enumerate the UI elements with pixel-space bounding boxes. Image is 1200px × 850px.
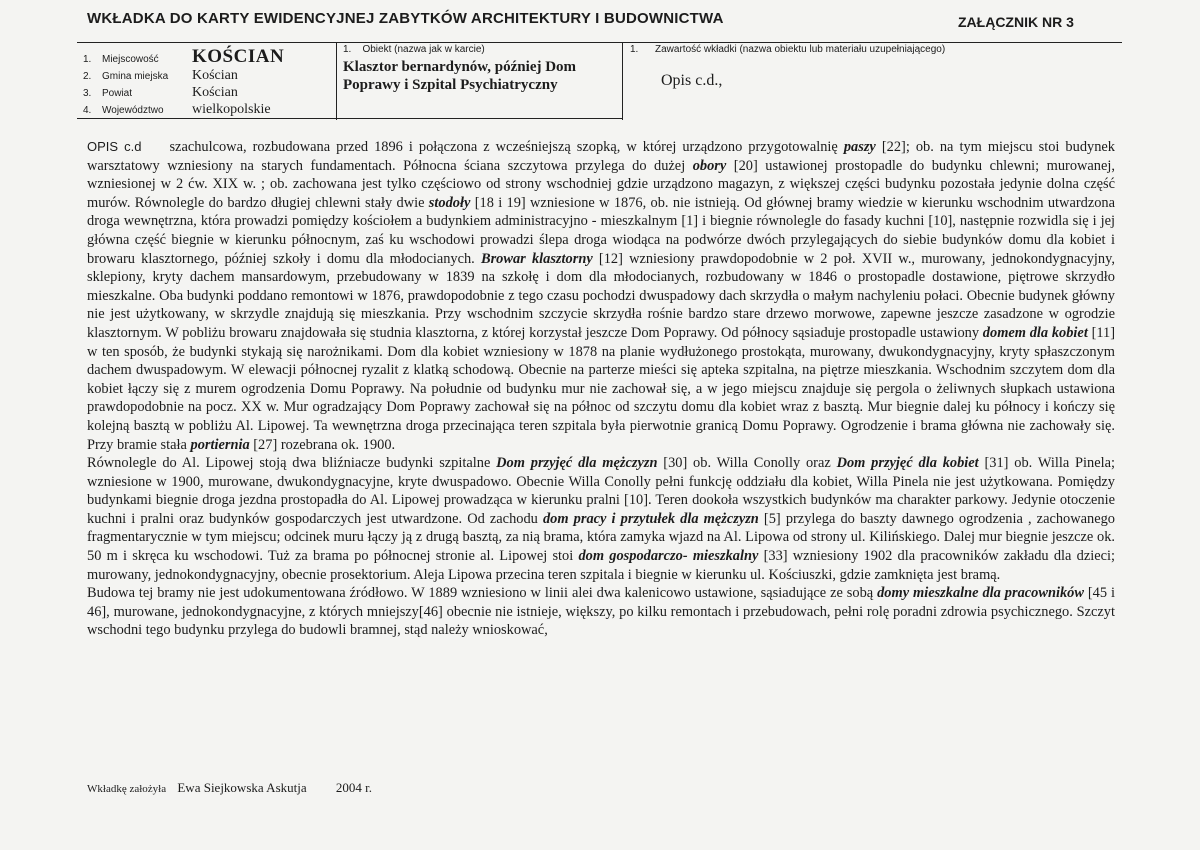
text-run: [12] wzniesiony prawdopodobnie w 2 poł. XVII w., murowany, jednokondygnacyjny, sklepiony, kryty dachem mansardowym, przebudowany w 1839 na szkołę i dom dla młodocianych, rozbudowany w 1846 o prostopadle dostawione, piętrowe skrzydło mieszkalne. Oba budynki poddano remontowi w 1876, prawdopodobnie z tego czasu pochodzi dwuspadowy dach skrzydła o małym nachyleniu połaci. Obecnie budynek główny nie jest użytkowany, w skrzydle znajdują się mieszkania. Przy wschodnim szczycie skrzydła rośnie bardzo stare drzewo morwowe, zapewne jeszcze zasadzone w ogrodzie klasztornym. W pobliżu browaru znajdowała się studnia klasztorna, z której korzystał jeszcze Dom Poprawy. Od północy sąsiaduje prostopadle ustawiony (87, 250, 1115, 341)
table-divider-2 (622, 42, 623, 120)
text-run: [33] wzniesiony 1902 dla pracowników zakładu dla dzieci; murowany, jednokondygnacyjny, obecnie prosektorium. Aleja Lipowa przecina teren szpitala i biegnie w kierunku ul. Kościuszki, gdzie zamknięta jest bramą. (87, 548, 1115, 583)
footer-signature (87, 780, 372, 796)
text-run: [27] rozebrana ok. 1900. (249, 436, 396, 453)
location-row (83, 68, 238, 84)
emphasized-term: Dom przyjęć dla mężczyzn (496, 455, 658, 472)
location-row (83, 46, 284, 68)
metadata-table (77, 42, 1122, 120)
row-number: 2. (83, 71, 92, 82)
emphasized-term: dom gospodarczo- mieszkalny (578, 548, 759, 565)
paragraph-3-text (87, 585, 1115, 638)
text-run: [31] ob. Willa Pinela; wzniesione w 1900, murowane, dwukondygnacyjne, kryte dwuspadowo. Obecnie Willa Conolly pełni funkcję oddziału dla kobiet, Willa Pinela nie jest użytkowana. Pomiędzy budynkami biegnie droga jezdna prostopadła do Al. Lipowej prowadząca w kierunku pralni [10]. Teren dookoła wszystkich budynków ma charakter parkowy. Jedynie otoczenie kuchni i pralni oraz budynków gospodarczych jest utwardzone. Od zachodu (87, 455, 1115, 527)
text-run: [5] przylega do baszty dawnego ogrodzenia , zachowanego fragmentarycznie w tym miejscu; odcinek muru łączy ją z drugą basztą, za nią brama, która zamyka wjazd na Al. Lipowa od strony ul. Kilińskiego. Dalej mur biegnie jeszcze ok. 50 m i skręca ku wschodowi. Tuż za brama po północnej stronie al. Lipowej stoi (87, 510, 1115, 565)
year: 2004 r. (335, 780, 372, 795)
row-label: Województwo (102, 105, 164, 116)
text-run: [11] w ten sposób, że budynki stykają się narożnikami. Dom dla kobiet wzniesiony w 1878 na planie wydłużonego prostokąta, murowany, dwukondygnacyjny, kryty spłaszczonym dachem dwuspadowym. W elewacji północnej ryzalit z klatką schodową. Obecnie na parterze mieści się apteka szpitalna, na piętrze mieszkania. Wschodnim szczytem dom dla kobiet łączy się z murem ogrodzenia Domu Poprawy. Na południe od budynku mur nie zachował się, a w jego miejscu znajduje się pergola o żeliwnych słupkach ustawiona prawdopodobnie na pocz. XX w. Mur ogradzający Dom Poprawy zachował się na północ od szczytu domu dla kobiet wraz z basztą. Mur biegnie dalej ku północy i kończy się kolejną basztą w pobliżu Al. Lipowej. Ta wewnętrzna droga przecinająca teren szpitala była pierwotnie granicą Domu Poprawy. Ogrodzenie i brama główna nie zachowały się. Przy bramie stała (87, 324, 1116, 453)
text-run: [20] ustawionej prostopadle do budynku chlewni; murowanej, wzniesionej w 2 ćw. XIX w. ; ob. zachowana jest tylko częściowo od strony wschodniej gdzie urządzono magazyn, z większej części budynku pozostała jedynie dolna część murów. Równolegle do bardzo długiej chlewni stały dwie (87, 157, 1115, 211)
emphasized-term: domy mieszkalne dla pracowników (877, 585, 1084, 602)
description-body (87, 138, 1115, 640)
contents-value: Opis c.d., (661, 72, 723, 89)
paragraph-1 (87, 138, 1115, 454)
paragraph-1-text (87, 139, 1115, 453)
row-label: Powiat (102, 88, 133, 99)
row-number: 1. (83, 54, 92, 65)
paragraph-2-text (87, 455, 1115, 583)
county-value: Kościan (192, 85, 238, 100)
author-name: Ewa Siejkowska Askutja (177, 780, 307, 795)
text-run: Budowa tej bramy nie jest udokumentowana źródłowo. W 1889 wzniesiono w linii alei dwa kalenicowo ustawione, sąsiadujące ze sobą (87, 585, 878, 602)
section-lead: OPIS c.d (87, 139, 142, 154)
text-run: [30] ob. Willa Conolly oraz (657, 455, 837, 472)
row-label: Gmina miejska (102, 71, 169, 82)
table-divider-1 (336, 42, 337, 120)
row-number: 4. (83, 105, 92, 116)
paragraph-3 (87, 584, 1115, 640)
paragraph-2 (87, 454, 1115, 584)
voivodeship-value: wielkopolskie (192, 102, 271, 117)
author-label: Wkładkę założyła (87, 783, 167, 795)
text-run: [22]; ob. na tym miejscu stoi budynek warsztatowy wzniesiony na starych fundamentach. Północna ściana szczytowa przylega do dużej (87, 139, 1115, 174)
emphasized-term: domem dla kobiet (982, 324, 1088, 341)
emphasized-term: dom pracy i przytułek dla mężczyzn (542, 510, 759, 527)
location-row (83, 102, 271, 118)
text-run: [45 i 46], murowane, jednokondygnacyjne, z których mniejszy[46] obecnie nie istnieje, większy, po kilku remontach i przebudowach, pełni rolę poradni zdrowia psychicznego. Szczyt wschodni tego budynku przylega do budowli bramnej, stąd należy wnioskować, (87, 585, 1115, 639)
emphasized-term: Browar klasztorny (480, 250, 593, 267)
emphasized-term: portiernia (190, 436, 250, 453)
object-label: 1. Obiekt (nazwa jak w karcie) (343, 44, 485, 55)
text-run: Równolegle do Al. Lipowej stoją dwa bliźniacze budynki szpitalne (87, 455, 497, 472)
contents-label: 1. Zawartość wkładki (nazwa obiektu lub materiału uzupełniającego) (630, 44, 946, 55)
table-bottom-rule (77, 118, 622, 119)
text-run: szachulcowa, rozbudowana przed 1896 i połączona z wcześniejszą szopką, w której urządzono przygotowalnię (169, 139, 844, 155)
form-title: WKŁADKA DO KARTY EWIDENCYJNEJ ZABYTKÓW ARCHITEKTURY I BUDOWNICTWA (87, 10, 724, 27)
emphasized-term: stodoły (428, 194, 471, 211)
emphasized-term: paszy (843, 139, 876, 155)
municipality-value: Kościan (192, 68, 238, 83)
row-number: 3. (83, 88, 92, 99)
text-run: [18 i 19] wzniesione w 1876, ob. nie istnieją. Od głównej bramy wiedzie w kierunku wschodnim utwardzona droga wewnętrzna, która prowadzi pomiędzy kościołem a budynkiem administracyjno - mieszkalnym [1] i biegnie równolegle do fasady kuchni [10], następnie rozwidla się i jej główna część biegnie w kierunku północnym, zaś ku wschodowi prowadzi ślepa droga wiodąca na podwórze dwóch przylegających do siebie budynków domu dla kobiet i browaru klasztornego, później szkoły i domu dla młodocianych. (87, 194, 1115, 267)
object-name: Klasztor bernardynów, później Dom Poprawy i Szpital Psychiatryczny (343, 59, 577, 93)
town-value: KOŚCIAN (192, 46, 285, 67)
emphasized-term: obory (692, 157, 727, 174)
row-label: Miejscowość (102, 54, 159, 65)
table-top-rule (77, 42, 1122, 43)
annex-number: ZAŁĄCZNIK NR 3 (958, 14, 1074, 30)
emphasized-term: Dom przyjęć dla kobiet (836, 455, 979, 472)
location-row (83, 85, 238, 101)
